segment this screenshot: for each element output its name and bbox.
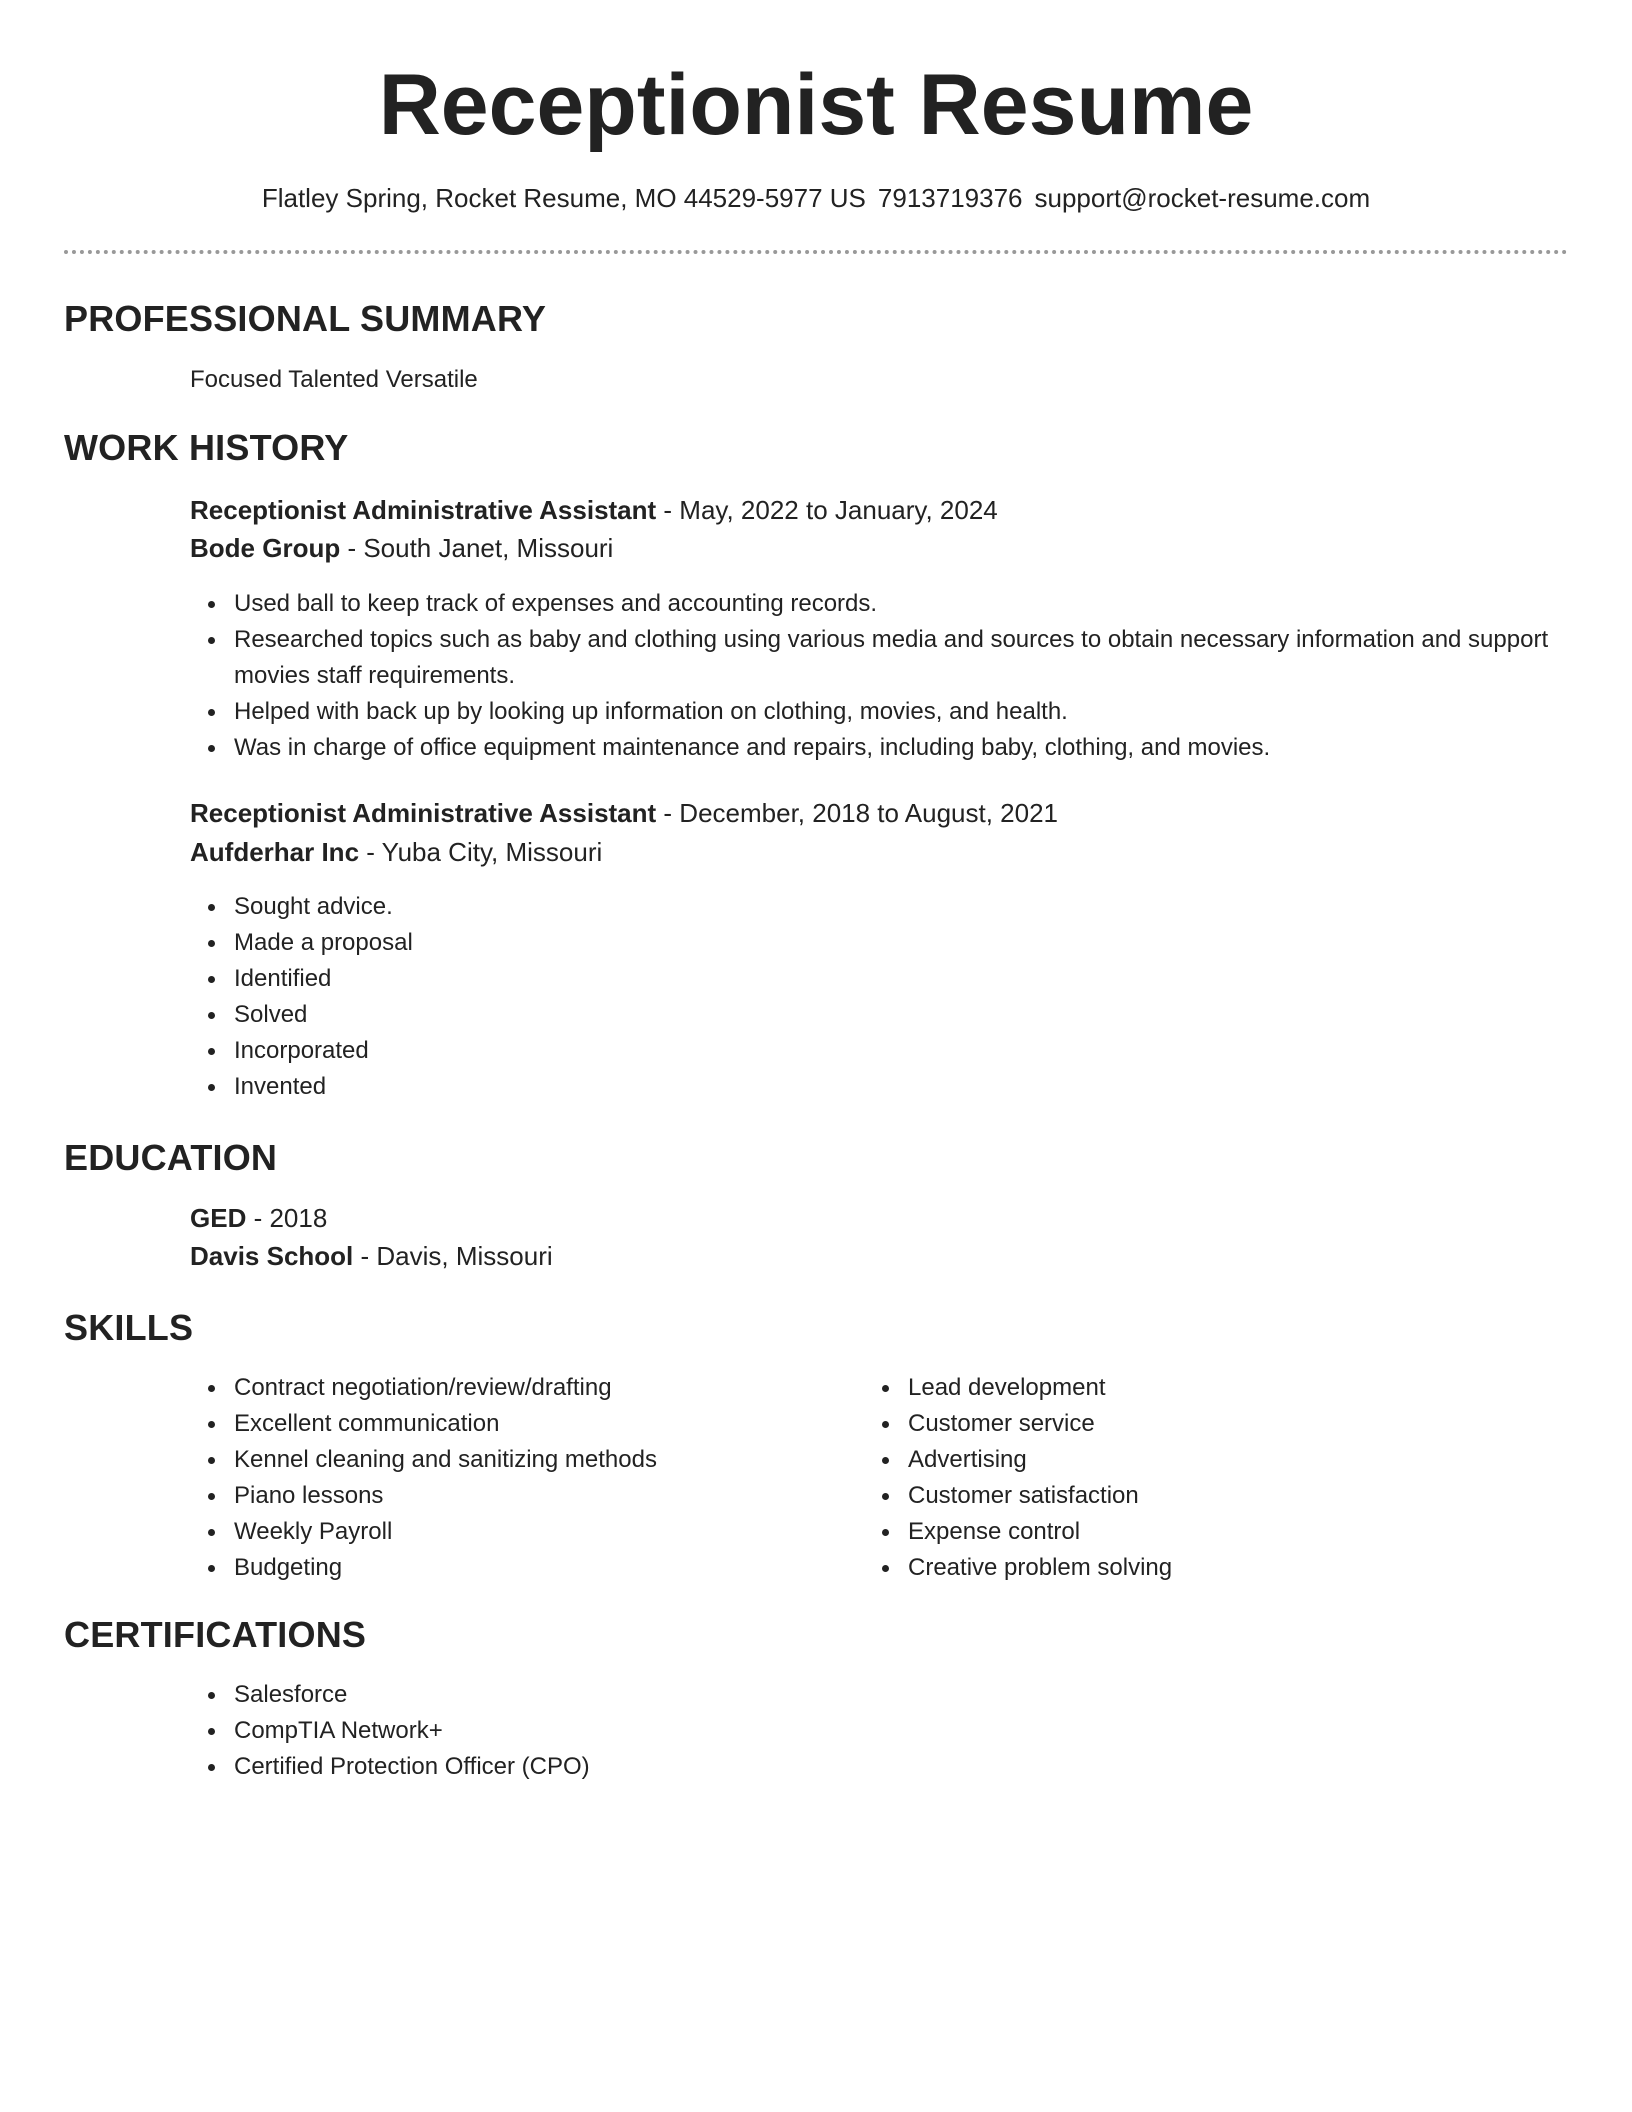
job-position: Receptionist Administrative Assistant [190, 495, 657, 525]
skills-heading: SKILLS [64, 1307, 194, 1348]
work-history-heading: WORK HISTORY [64, 427, 349, 468]
list-item: Sought advice. [234, 889, 1554, 925]
list-item: Advertising [908, 1442, 1528, 1478]
education-heading: EDUCATION [64, 1137, 278, 1178]
contact-phone: 7913719376 [877, 183, 1023, 213]
certifications-heading: CERTIFICATIONS [64, 1614, 367, 1655]
education-degree-line [190, 1200, 327, 1236]
list-item: Weekly Payroll [234, 1514, 854, 1550]
job-title-line [190, 795, 1058, 831]
job-title-line [190, 492, 998, 528]
job-duties-list [190, 586, 1554, 766]
list-item: Invented [234, 1069, 1554, 1105]
job-duties-list [190, 889, 1554, 1105]
job-location: - South Janet, Missouri [340, 533, 614, 563]
skills-list-left [190, 1370, 854, 1586]
list-item: Helped with back up by looking up information on clothing, movies, and health. [234, 694, 1554, 730]
job-company-line [190, 530, 613, 566]
education-school-line [190, 1238, 553, 1274]
job-company-line [190, 834, 602, 870]
job-location: - Yuba City, Missouri [359, 837, 603, 867]
list-item: Customer service [908, 1406, 1528, 1442]
contact-address: Flatley Spring, Rocket Resume, MO 44529-5977 US [261, 183, 866, 213]
summary-heading: PROFESSIONAL SUMMARY [64, 298, 547, 339]
contact-email: support@rocket-resume.com [1034, 183, 1371, 213]
list-item: Salesforce [234, 1677, 1134, 1713]
list-item: Certified Protection Officer (CPO) [234, 1749, 1134, 1785]
certifications-list [190, 1677, 1134, 1785]
list-item: Creative problem solving [908, 1550, 1528, 1586]
list-item: Made a proposal [234, 925, 1554, 961]
education-school: Davis School [190, 1241, 354, 1271]
list-item: Researched topics such as baby and clothing using various media and sources to obtain necessary information and support movies staff requirements. [234, 622, 1554, 694]
list-item: Lead development [908, 1370, 1528, 1406]
job-company: Aufderhar Inc [190, 837, 360, 867]
education-degree: GED [190, 1203, 247, 1233]
job-position: Receptionist Administrative Assistant [190, 798, 657, 828]
list-item: Identified [234, 961, 1554, 997]
job-dates: - May, 2022 to January, 2024 [656, 495, 998, 525]
list-item: Solved [234, 997, 1554, 1033]
skills-list-right [864, 1370, 1528, 1586]
list-item: Piano lessons [234, 1478, 854, 1514]
list-item: Was in charge of office equipment maintenance and repairs, including baby, clothing, and movies. [234, 730, 1554, 766]
list-item: Budgeting [234, 1550, 854, 1586]
list-item: Incorporated [234, 1033, 1554, 1069]
list-item: Expense control [908, 1514, 1528, 1550]
job-company: Bode Group [190, 533, 341, 563]
list-item: Excellent communication [234, 1406, 854, 1442]
education-year: - 2018 [246, 1203, 328, 1233]
list-item: CompTIA Network+ [234, 1713, 1134, 1749]
job-dates: - December, 2018 to August, 2021 [656, 798, 1059, 828]
list-item: Customer satisfaction [908, 1478, 1528, 1514]
list-item: Kennel cleaning and sanitizing methods [234, 1442, 854, 1478]
list-item: Used ball to keep track of expenses and accounting records. [234, 586, 1554, 622]
summary-text: Focused Talented Versatile [190, 366, 478, 393]
list-item: Contract negotiation/review/drafting [234, 1370, 854, 1406]
education-location: - Davis, Missouri [353, 1241, 553, 1271]
contact-line [0, 180, 1632, 216]
resume-name: Receptionist Resume [378, 57, 1254, 153]
header-divider [64, 250, 1568, 254]
